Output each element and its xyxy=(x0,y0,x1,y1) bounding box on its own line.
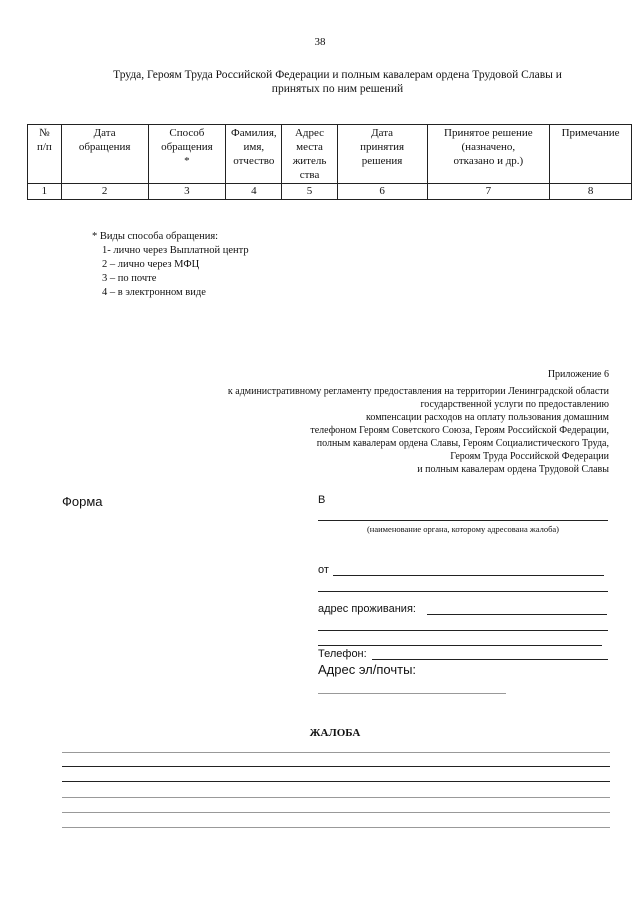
address-field-line-3[interactable] xyxy=(318,645,602,646)
complaint-text-line[interactable] xyxy=(62,797,610,798)
header-cell-number: № п/п xyxy=(28,125,62,184)
phone-label: Телефон: xyxy=(318,648,367,660)
recipient-caption: (наименование органа, которому адресована жалоба) xyxy=(366,524,560,534)
header-cell-decision-date: Дата принятия решения xyxy=(337,125,427,184)
footnote-title: * Виды способа обращения: xyxy=(92,231,219,242)
address-field[interactable] xyxy=(427,614,607,615)
page-number: 38 xyxy=(314,36,326,48)
footnote-item: 1- лично через Выплатной центр xyxy=(102,245,249,256)
address-label: адрес проживания: xyxy=(318,603,416,615)
number-cell: 8 xyxy=(550,184,632,200)
table-header-row xyxy=(28,125,632,184)
appendix-line: Героям Труда Российской Федерации xyxy=(450,451,609,462)
footnote-item: 2 – лично через МФЦ xyxy=(102,259,200,270)
email-field[interactable] xyxy=(318,693,506,694)
appendix-line: телефоном Героям Советского Союза, Героям Российской Федерации, xyxy=(310,425,609,436)
footnote-item: 4 – в электронном виде xyxy=(102,287,206,298)
heading-line-2: принятых по ним решений xyxy=(271,83,404,95)
complaint-title: ЖАЛОБА xyxy=(309,727,361,739)
sender-field-line-2[interactable] xyxy=(318,591,608,592)
number-cell: 7 xyxy=(427,184,550,200)
email-label: Адрес эл/почты: xyxy=(318,662,417,677)
complaint-text-line[interactable] xyxy=(62,812,610,813)
complaint-text-line[interactable] xyxy=(62,827,610,828)
number-cell: 2 xyxy=(61,184,148,200)
recipient-label: В xyxy=(318,494,326,506)
appendix-line: компенсации расходов на оплату пользования домашним xyxy=(366,412,609,423)
complaint-text-line[interactable] xyxy=(62,781,610,782)
header-cell-address: Адрес места житель ства xyxy=(282,125,337,184)
sender-field[interactable] xyxy=(333,575,604,576)
number-cell: 5 xyxy=(282,184,337,200)
number-cell: 1 xyxy=(28,184,62,200)
address-field-line-2[interactable] xyxy=(318,630,608,631)
number-cell: 4 xyxy=(226,184,282,200)
complaint-text-line[interactable] xyxy=(62,766,610,767)
registry-table xyxy=(27,124,632,200)
number-cell: 6 xyxy=(337,184,427,200)
header-cell-request-method: Способ обращения * xyxy=(148,125,226,184)
table-number-row xyxy=(28,184,632,200)
header-cell-full-name: Фамилия, имя, отчество xyxy=(226,125,282,184)
appendix-header xyxy=(159,368,609,476)
appendix-line: к административному регламенту предоставления на территории Ленинградской области xyxy=(227,386,609,397)
appendix-line: Приложение 6 xyxy=(547,369,609,380)
number-cell: 3 xyxy=(148,184,226,200)
appendix-line: и полным кавалерам ордена Трудовой Славы xyxy=(417,464,609,475)
header-cell-request-date: Дата обращения xyxy=(61,125,148,184)
footnote-item: 3 – по почте xyxy=(102,273,157,284)
header-cell-note: Примечание xyxy=(550,125,632,184)
appendix-line: полным кавалерам ордена Славы, Героям Социалистического Труда, xyxy=(316,438,609,449)
header-cell-decision: Принятое решение (назначено, отказано и др.) xyxy=(427,125,550,184)
phone-field[interactable] xyxy=(372,659,608,660)
appendix-line: государственной услуги по предоставлению xyxy=(420,399,609,410)
recipient-field[interactable] xyxy=(318,520,608,521)
complaint-text-line[interactable] xyxy=(62,752,610,753)
heading-line-1: Труда, Героям Труда Российской Федерации и полным кавалерам ордена Трудовой Славы и xyxy=(113,69,562,81)
request-method-footnote xyxy=(92,230,249,300)
form-label: Форма xyxy=(62,494,103,509)
document-heading xyxy=(60,68,615,96)
sender-label: от xyxy=(318,564,329,576)
